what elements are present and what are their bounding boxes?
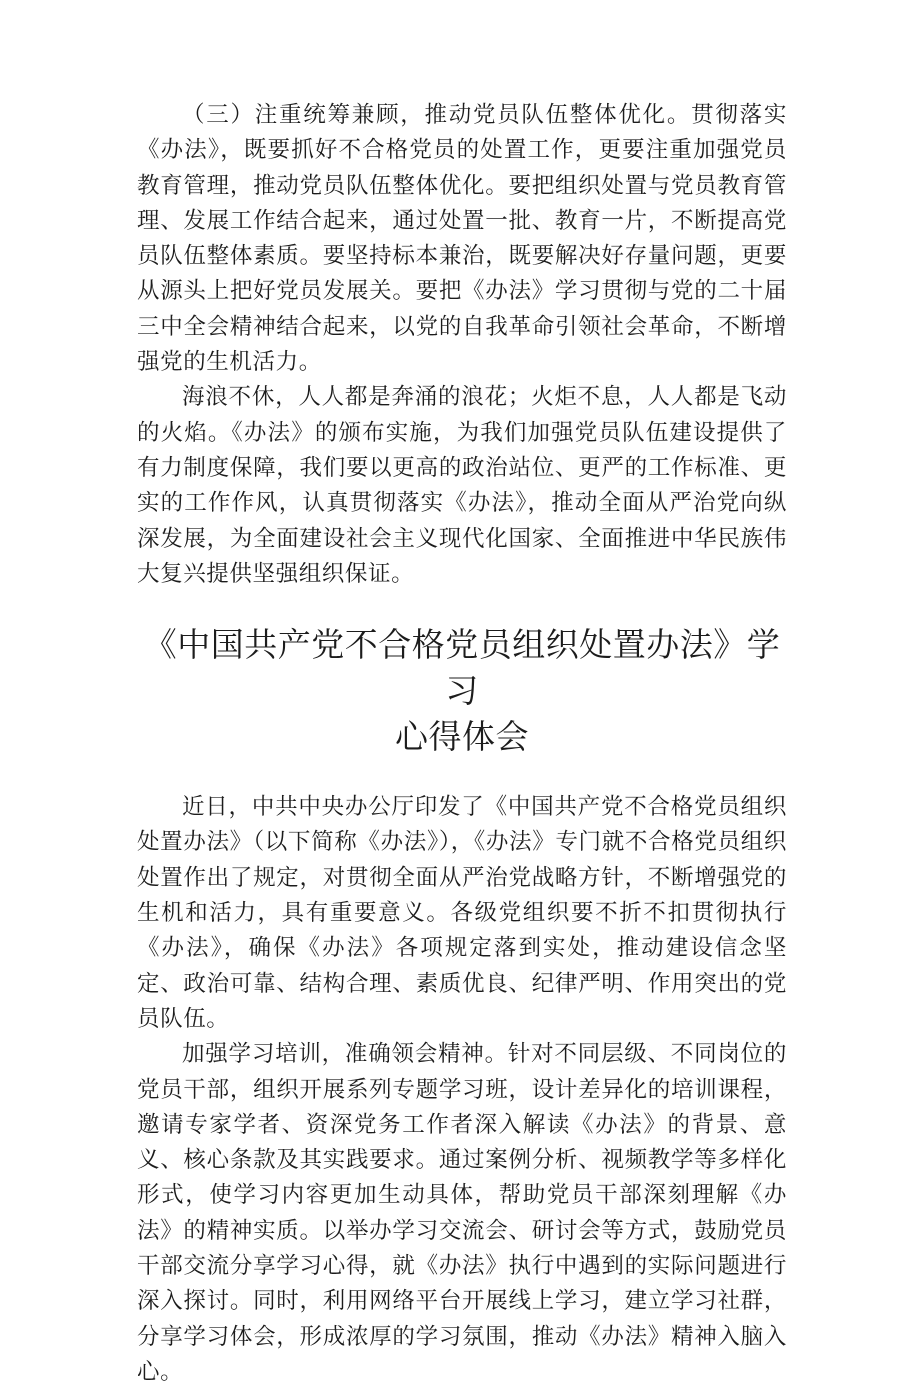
- article-title-line-2: 心得体会: [395, 717, 529, 757]
- paragraph-intro: 近日，中共中央办公厅印发了《中国共产党不合格党员组织处置办法》（以下简称《办法》），《办法》专门就不合格党员组织处置作出了规定，对贯彻全面从严治党战略方针，不断增强党的生机和活力，具有重要意义。各级党组织要不折不扣贯彻执行《办法》，确保《办法》各项规定落到实处，推动建设信念坚定、政治可靠、结构合理、素质优良、纪律严明、作用突出的党员队伍。: [137, 794, 787, 1032]
- article-title-line-1: 《中国共产党不合格党员组织处置办法》学习: [143, 625, 781, 711]
- paragraph-section-three: （三）注重统筹兼顾，推动党员队伍整体优化。贯彻落实《办法》，既要抓好不合格党员的处置工作，更要注重加强党员教育管理，推动党员队伍整体优化。要把组织处置与党员教育管理、发展工作结合起来，通过处置一批、教育一片，不断提高党员队伍整体素质。要坚持标本兼治，既要解决好存量问题，更要从源头上把好党员发展关。要把《办法》学习贯彻与党的二十届三中全会精神结合起来，以党的自我革命引领社会革命，不断增强党的生机活力。: [137, 102, 787, 376]
- paragraph-study-training: 加强学习培训，准确领会精神。针对不同层级、不同岗位的党员干部，组织开展系列专题学习班，设计差异化的培训课程，邀请专家学者、资深党务工作者深入解读《办法》的背景、意义、核心条款及其实践要求。通过案例分析、视频教学等多样化形式，使学习内容更加生动具体，帮助党员干部深刻理解《办法》的精神实质。以举办学习交流会、研讨会等方式，鼓励党员干部交流分享学习心得，就《办法》执行中遇到的实际问题进行深入探讨。同时，利用网络平台开展线上学习，建立学习社群，分享学习体会，形成浓厚的学习氛围，推动《办法》精神入脑入心。: [137, 1041, 787, 1385]
- document-body: [137, 98, 787, 1390]
- article-title: [137, 622, 787, 760]
- paragraph-conclusion: 海浪不休，人人都是奔涌的浪花；火炬不息，人人都是飞动的火焰。《办法》的颁布实施，为我们加强党员队伍建设提供了有力制度保障，我们要以更高的政治站位、更严的工作标准、更实的工作作风，认真贯彻落实《办法》，推动全面从严治党向纵深发展，为全面建设社会主义现代化国家、全面推进中华民族伟大复兴提供坚强组织保证。: [137, 384, 787, 587]
